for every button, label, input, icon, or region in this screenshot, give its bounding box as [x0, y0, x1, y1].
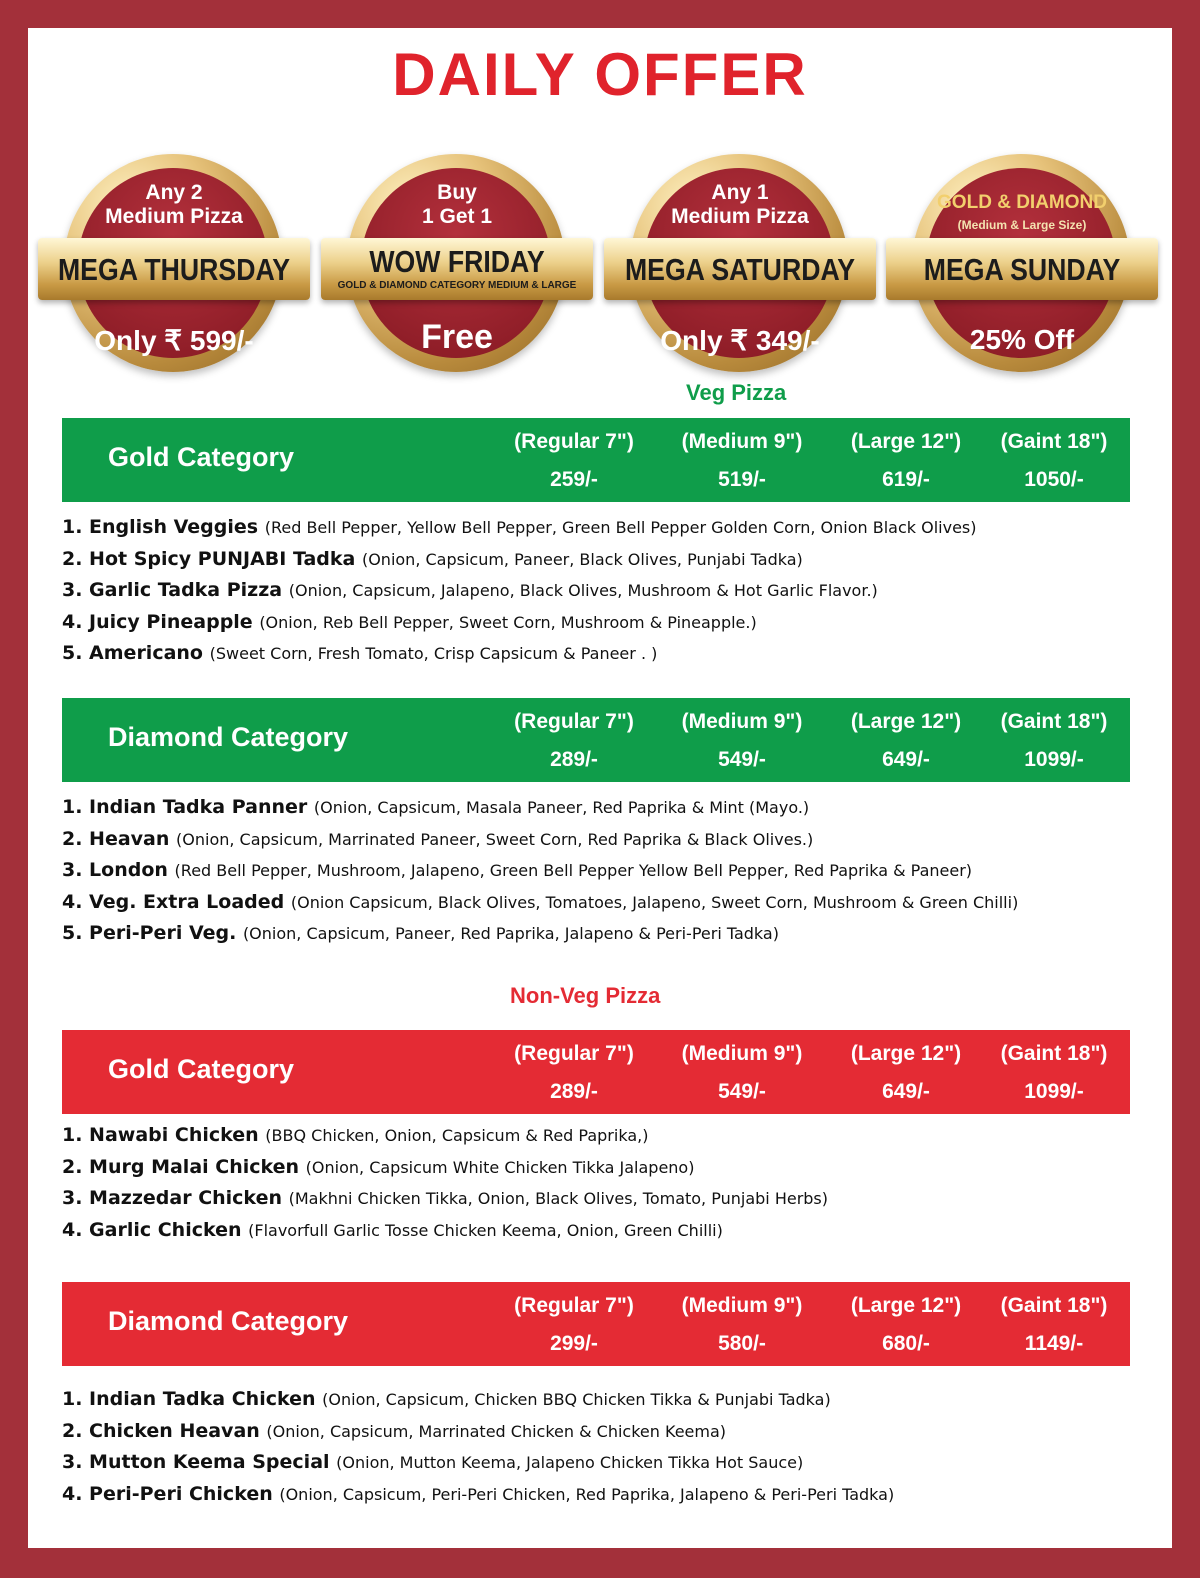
size-giant: (Gaint 18") — [1000, 710, 1108, 733]
item-ingredients: (Onion, Capsicum, Masala Paneer, Red Paprika & Mint (Mayo.) — [313, 798, 810, 817]
list-item — [62, 1219, 828, 1251]
item-ingredients: (Onion, Capsicum White Chicken Tikka Jalapeno) — [305, 1157, 695, 1177]
item-name: 4. Peri-Peri Chicken — [62, 1482, 280, 1505]
size-giant: (Gaint 18") — [1000, 430, 1108, 453]
size-regular: (Regular 7") — [514, 710, 634, 733]
item-name: 1. English Veggies — [62, 516, 265, 538]
mega-sunday-badge — [886, 154, 1158, 384]
price-giant: 1099/- — [1024, 748, 1084, 771]
size-medium: (Medium 9") — [681, 710, 803, 733]
price-large: 619/- — [882, 468, 930, 491]
badge-offer-text: Free — [421, 318, 493, 356]
item-name: 3. Mazzedar Chicken — [62, 1187, 289, 1209]
list-item — [62, 642, 977, 674]
price-medium: 519/- — [718, 468, 766, 491]
badge-ribbon-subtext: GOLD & DIAMOND CATEGORY MEDIUM & LARGE — [337, 280, 577, 291]
list-item — [62, 922, 1018, 954]
item-name: 4. Juicy Pineapple — [62, 610, 260, 633]
veg-gold-band — [62, 418, 1130, 502]
item-name: 5. Americano — [62, 642, 210, 664]
price-regular: 299/- — [550, 1332, 598, 1355]
list-item — [62, 891, 1018, 923]
item-name: 2. Murg Malai Chicken — [62, 1155, 306, 1178]
price-giant: 1149/- — [1024, 1332, 1084, 1355]
item-name: 3. London — [62, 859, 175, 881]
price-giant: 1050/- — [1024, 468, 1084, 491]
list-item — [62, 611, 977, 643]
list-item — [62, 579, 977, 611]
list-item — [62, 516, 977, 548]
badge-top-line-2: (Medium & Large Size) — [957, 218, 1087, 232]
badge-offer-text: Only ₹ 599/- — [94, 325, 254, 356]
item-name: 3. Mutton Keema Special — [62, 1451, 337, 1473]
wow-friday-badge — [321, 154, 593, 384]
price-large: 680/- — [882, 1332, 930, 1355]
item-ingredients: (Onion, Capsicum, Peri-Peri Chicken, Red Paprika, Jalapeno & Peri-Peri Tadka) — [279, 1484, 895, 1504]
list-item — [62, 1156, 828, 1188]
item-ingredients: (Flavorfull Garlic Tosse Chicken Keema, Onion, Green Chilli) — [248, 1220, 723, 1240]
non-veg-pizza-heading: Non-Veg Pizza — [510, 983, 661, 1008]
list-item — [62, 1187, 828, 1219]
item-ingredients: (Onion, Mutton Keema, Jalapeno Chicken Tikka Hot Sauce) — [336, 1453, 804, 1472]
size-giant: (Gaint 18") — [1000, 1042, 1108, 1065]
item-name: 1. Indian Tadka Chicken — [62, 1388, 323, 1410]
item-ingredients: (Onion, Capsicum, Paneer, Red Paprika, Jalapeno & Peri-Peri Tadka) — [242, 924, 779, 943]
list-item — [62, 1420, 894, 1452]
item-ingredients: (Sweet Corn, Fresh Tomato, Crisp Capsicum & Paneer . ) — [209, 644, 658, 663]
badge-top-line-2: Medium Pizza — [105, 205, 243, 228]
size-regular: (Regular 7") — [514, 1042, 634, 1065]
item-ingredients: (Onion Capsicum, Black Olives, Tomatoes, Jalapeno, Sweet Corn, Mushroom & Green Chilli) — [290, 892, 1019, 912]
category-title: Gold Category — [108, 442, 295, 472]
item-ingredients: (Onion, Capsicum, Marrinated Paneer, Sweet Corn, Red Paprika & Black Olives.) — [176, 829, 814, 849]
item-ingredients: (Makhni Chicken Tikka, Onion, Black Olives, Tomato, Punjabi Herbs) — [288, 1189, 828, 1208]
category-title: Diamond Category — [108, 722, 349, 752]
item-name: 2. Chicken Heavan — [62, 1419, 267, 1442]
price-regular: 289/- — [550, 1080, 598, 1103]
size-regular: (Regular 7") — [514, 430, 634, 453]
list-item — [62, 859, 1018, 891]
veg-pizza-heading: Veg Pizza — [686, 380, 787, 405]
mega-saturday-badge — [604, 154, 876, 384]
item-name: 2. Hot Spicy PUNJABI Tadka — [62, 547, 362, 570]
nonveg-diamond-band — [62, 1282, 1130, 1366]
item-name: 5. Peri-Peri Veg. — [62, 922, 243, 944]
item-name: 4. Garlic Chicken — [62, 1218, 249, 1241]
size-large: (Large 12") — [850, 1294, 962, 1317]
item-name: 3. Garlic Tadka Pizza — [62, 579, 289, 601]
item-ingredients: (Onion, Capsicum, Paneer, Black Olives, Punjabi Tadka) — [361, 549, 803, 569]
item-name: 1. Indian Tadka Panner — [62, 796, 314, 818]
badge-ribbon-text: MEGA SATURDAY — [624, 252, 856, 287]
badge-ribbon-text: WOW FRIDAY — [369, 244, 545, 279]
size-regular: (Regular 7") — [514, 1294, 634, 1317]
page-title: DAILY OFFER — [392, 41, 808, 108]
veg-diamond-band — [62, 698, 1130, 782]
nonveg-gold-band — [62, 1030, 1130, 1114]
badge-offer-text: Only ₹ 349/- — [660, 325, 820, 356]
size-medium: (Medium 9") — [681, 1042, 803, 1065]
list-item — [62, 1451, 894, 1483]
size-large: (Large 12") — [850, 430, 962, 453]
list-item — [62, 1483, 894, 1515]
badge-top-line-2: 1 Get 1 — [421, 205, 493, 228]
size-large: (Large 12") — [850, 1042, 962, 1065]
list-item — [62, 796, 1018, 828]
price-medium: 549/- — [718, 1080, 766, 1103]
item-ingredients: (Onion, Capsicum, Marrinated Chicken & Chicken Keema) — [266, 1421, 727, 1441]
size-giant: (Gaint 18") — [1000, 1294, 1108, 1317]
size-medium: (Medium 9") — [681, 430, 803, 453]
veg-gold-list — [62, 516, 977, 674]
badge-ribbon-text: MEGA SUNDAY — [923, 252, 1121, 287]
price-regular: 259/- — [550, 468, 598, 491]
list-item — [62, 828, 1018, 860]
badge-top-line: Any 1 — [711, 181, 769, 204]
list-item — [62, 1124, 828, 1156]
price-large: 649/- — [882, 1080, 930, 1103]
badge-offer-text: 25% Off — [969, 324, 1075, 355]
category-title: Gold Category — [108, 1054, 295, 1084]
item-ingredients: (Red Bell Pepper, Yellow Bell Pepper, Green Bell Pepper Golden Corn, Onion Black Olives) — [264, 518, 977, 537]
badge-top-line: GOLD & DIAMOND — [937, 192, 1107, 213]
item-name: 2. Heavan — [62, 827, 177, 850]
mega-thursday-badge — [38, 154, 310, 384]
badge-top-line: Buy — [437, 181, 477, 204]
size-medium: (Medium 9") — [681, 1294, 803, 1317]
veg-diamond-list — [62, 796, 1018, 954]
item-ingredients: (Onion, Capsicum, Jalapeno, Black Olives, Mushroom & Hot Garlic Flavor.) — [288, 581, 878, 600]
category-title: Diamond Category — [108, 1306, 349, 1336]
price-large: 649/- — [882, 748, 930, 771]
nonveg-gold-list — [62, 1124, 828, 1250]
badge-top-line-2: Medium Pizza — [671, 205, 809, 228]
badge-ribbon-text: MEGA THURSDAY — [57, 252, 291, 287]
size-large: (Large 12") — [850, 710, 962, 733]
item-name: 4. Veg. Extra Loaded — [62, 890, 291, 913]
badge-top-line: Any 2 — [145, 181, 203, 204]
price-medium: 549/- — [718, 748, 766, 771]
item-ingredients: (Onion, Reb Bell Pepper, Sweet Corn, Mushroom & Pineapple.) — [259, 612, 757, 632]
price-giant: 1099/- — [1024, 1080, 1084, 1103]
item-ingredients: (BBQ Chicken, Onion, Capsicum & Red Paprika,) — [265, 1126, 649, 1145]
price-regular: 289/- — [550, 748, 598, 771]
item-ingredients: (Onion, Capsicum, Chicken BBQ Chicken Tikka & Punjabi Tadka) — [322, 1390, 831, 1409]
nonveg-diamond-list — [62, 1388, 894, 1514]
list-item — [62, 1388, 894, 1420]
item-ingredients: (Red Bell Pepper, Mushroom, Jalapeno, Green Bell Pepper Yellow Bell Pepper, Red Paprika & Paneer) — [174, 861, 973, 880]
price-medium: 580/- — [718, 1332, 766, 1355]
menu-page — [28, 28, 1172, 1548]
item-name: 1. Nawabi Chicken — [62, 1124, 266, 1146]
list-item — [62, 548, 977, 580]
